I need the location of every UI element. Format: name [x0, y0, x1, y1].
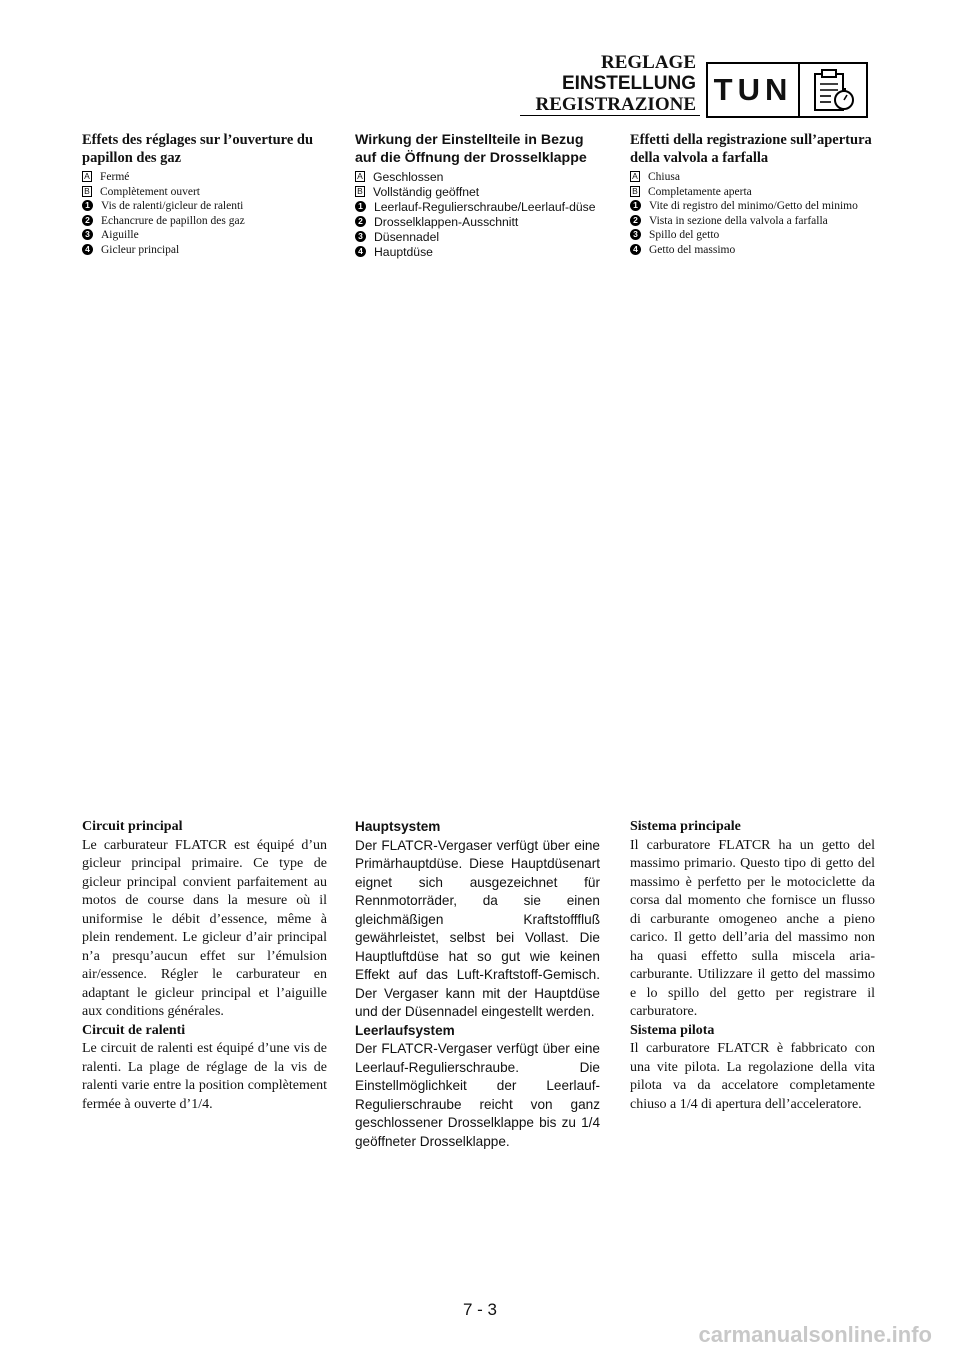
key-1-icon: 1: [630, 200, 641, 211]
watermark: carmanualsonline.info: [698, 1322, 932, 1347]
legend-list-de: [355, 170, 600, 260]
key-3-icon: 3: [630, 229, 641, 240]
legend-item: [630, 214, 875, 229]
legend-item: [82, 199, 327, 214]
legend-item: [82, 170, 327, 185]
key-2-icon: 2: [355, 216, 366, 227]
legend-item: [355, 230, 600, 245]
main-circuit-text-fr: Le carburateur FLATCR est équipé d’un gicleur principal primaire. Ce type de gicleur principal convient parfaitement au motos de course dans la mesure où il uniformise le débit d’essence, même à plein rendement. Le gicleur d’air principal n’a presqu’aucun effet sur l’émulsion air/essence. Régler le carburateur en adaptant le gicleur principal et l’aiguille aux conditions générales.: [82, 837, 327, 1019]
idle-circuit-text-it: Il carburatore FLATCR è fabbricato con una vite pilota. La regolazione della vita pilota va da accelatore completamente chiuso a 1/4 di apertura dell’acceleratore.: [630, 1041, 875, 1112]
key-2-icon: 2: [630, 215, 641, 226]
idle-circuit-title-fr: Circuit de ralenti: [82, 1022, 186, 1038]
key-a-icon: A: [355, 171, 365, 182]
legend-text: Vista in sezione della valvola a farfalla: [649, 214, 828, 227]
legend-item: [82, 185, 327, 200]
key-a-icon: A: [630, 171, 640, 182]
legend-text: Düsennadel: [374, 230, 440, 244]
header-title-de: EINSTELLUNG: [561, 73, 696, 94]
legend-item: [630, 228, 875, 243]
idle-circuit-title-de: Leerlaufsystem: [355, 1022, 455, 1038]
legend-it: [630, 131, 875, 257]
legend-item: [82, 214, 327, 229]
header-title-fr: REGLAGE: [600, 52, 696, 73]
key-a-icon: A: [82, 171, 92, 182]
key-b-icon: B: [82, 186, 92, 197]
legend-text: Fermé: [100, 171, 130, 183]
legend-text: Vis de ralenti/gicleur de ralenti: [101, 200, 244, 212]
idle-circuit-title-it: Sistema pilota: [630, 1022, 715, 1038]
main-circuit-text-it: Il carburatore FLATCR ha un getto del massimo primario. Questo tipo di getto del massimo è perfetto per le motociclette da corsa dal momento che fornisce un flusso di carburante omogeneo anche a pieno carico. Il getto dell’aria del massimo non ha quasi effetto sulla miscela aria-carburante. Utilizzare il getto del massimo e lo spillo del getto per registrare il carburatore.: [630, 837, 875, 1019]
main-circuit-title-fr: Circuit principal: [82, 819, 183, 834]
legend-list-it: [630, 170, 875, 257]
header-rule: [520, 115, 700, 116]
legend-text: Chiusa: [648, 171, 680, 183]
legend-title-it: Effetti della registrazione sull’apertura della valvola a farfalla: [630, 132, 872, 166]
legend-text: Getto del massimo: [649, 243, 736, 256]
legend-item: [630, 185, 875, 200]
legend-text: Vite di registro del minimo/Getto del minimo: [649, 200, 858, 212]
idle-circuit-text-de: Der FLATCR-Vergaser verfügt über eine Leerlauf-Regulierschraube. Die Einstellmöglichkeit der Leerlauf-Regulierschraube reicht von ganz geschlossener Drosselklappe bis zu 1/4 geöffneter Drosselklappe.: [355, 1041, 600, 1149]
page-number: 7 - 3: [462, 1300, 498, 1319]
legend-text: Aiguille: [101, 229, 139, 241]
legend-item: [82, 228, 327, 243]
section-badge: [706, 62, 868, 118]
legend-text: Drosselklappen-Ausschnitt: [374, 215, 519, 229]
key-2-icon: 2: [82, 215, 93, 226]
legend-item: [355, 170, 600, 185]
legend-text: Leerlauf-Regulierschraube/Leerlauf-düse: [374, 200, 596, 214]
section-badge-label: TUN: [708, 64, 800, 116]
key-b-icon: B: [355, 186, 365, 197]
main-circuit-title-it: Sistema principale: [630, 819, 741, 834]
legend-text: Completamente aperta: [648, 185, 752, 198]
legend-item: [630, 170, 875, 185]
legend-item: [630, 243, 875, 258]
body-de: [355, 818, 600, 1151]
legend-text: Hauptdüse: [374, 245, 433, 259]
key-3-icon: 3: [82, 229, 93, 240]
legend-list-fr: [82, 170, 327, 257]
body-fr: [82, 818, 327, 1114]
key-4-icon: 4: [630, 244, 641, 255]
legend-item: [355, 185, 600, 200]
header-title-it: REGISTRAZIONE: [535, 94, 696, 115]
key-4-icon: 4: [355, 246, 366, 257]
legend-text: Vollständig geöffnet: [373, 185, 480, 199]
legend-item: [630, 199, 875, 214]
legend-item: [355, 245, 600, 260]
key-b-icon: B: [630, 186, 640, 197]
legend-fr: [82, 131, 327, 257]
legend-title-de: Wirkung der Einstellteile in Bezug auf die Öffnung der Drosselklappe: [355, 132, 587, 166]
main-circuit-text-de: Der FLATCR-Vergaser verfügt über eine Primärhauptdüse. Diese Hauptdüsenart eignet sich ausgezeichnet für Rennmotorräder, da sie einen gleichmäßigen Kraftstofffluß gewährleistet, selbst bei Vollast. Die Hauptluftdüse hat so gut wie keinen Effekt auf das Luft-Kraftstoff-Gemisch. Der Vergaser kann mit der Hauptdüse und der Düsennadel eingestellt werden.: [355, 837, 600, 1019]
header-titles: [536, 52, 697, 115]
legend-item: [355, 215, 600, 230]
main-circuit-title-de: Hauptsystem: [355, 819, 441, 834]
body-it: [630, 818, 875, 1114]
legend-item: [82, 243, 327, 258]
legend-text: Complètement ouvert: [100, 185, 200, 198]
legend-item: [355, 200, 600, 215]
legend-title-fr: Effets des réglages sur l’ouverture du papillon des gaz: [82, 132, 314, 166]
key-1-icon: 1: [82, 200, 93, 211]
clipboard-stopwatch-icon: [800, 64, 866, 116]
idle-circuit-text-fr: Le circuit de ralenti est équipé d’une vis de ralenti. La plage de réglage de la vis de ralenti varie entre la position complètement fermée à ouverte d’1/4.: [82, 1041, 327, 1112]
key-4-icon: 4: [82, 244, 93, 255]
key-1-icon: 1: [355, 201, 366, 212]
legend-text: Gicleur principal: [101, 243, 180, 256]
key-3-icon: 3: [355, 231, 366, 242]
legend-de: [355, 131, 600, 260]
legend-text: Echancrure de papillon des gaz: [101, 214, 245, 227]
legend-text: Spillo del getto: [649, 229, 720, 241]
legend-text: Geschlossen: [373, 170, 444, 184]
